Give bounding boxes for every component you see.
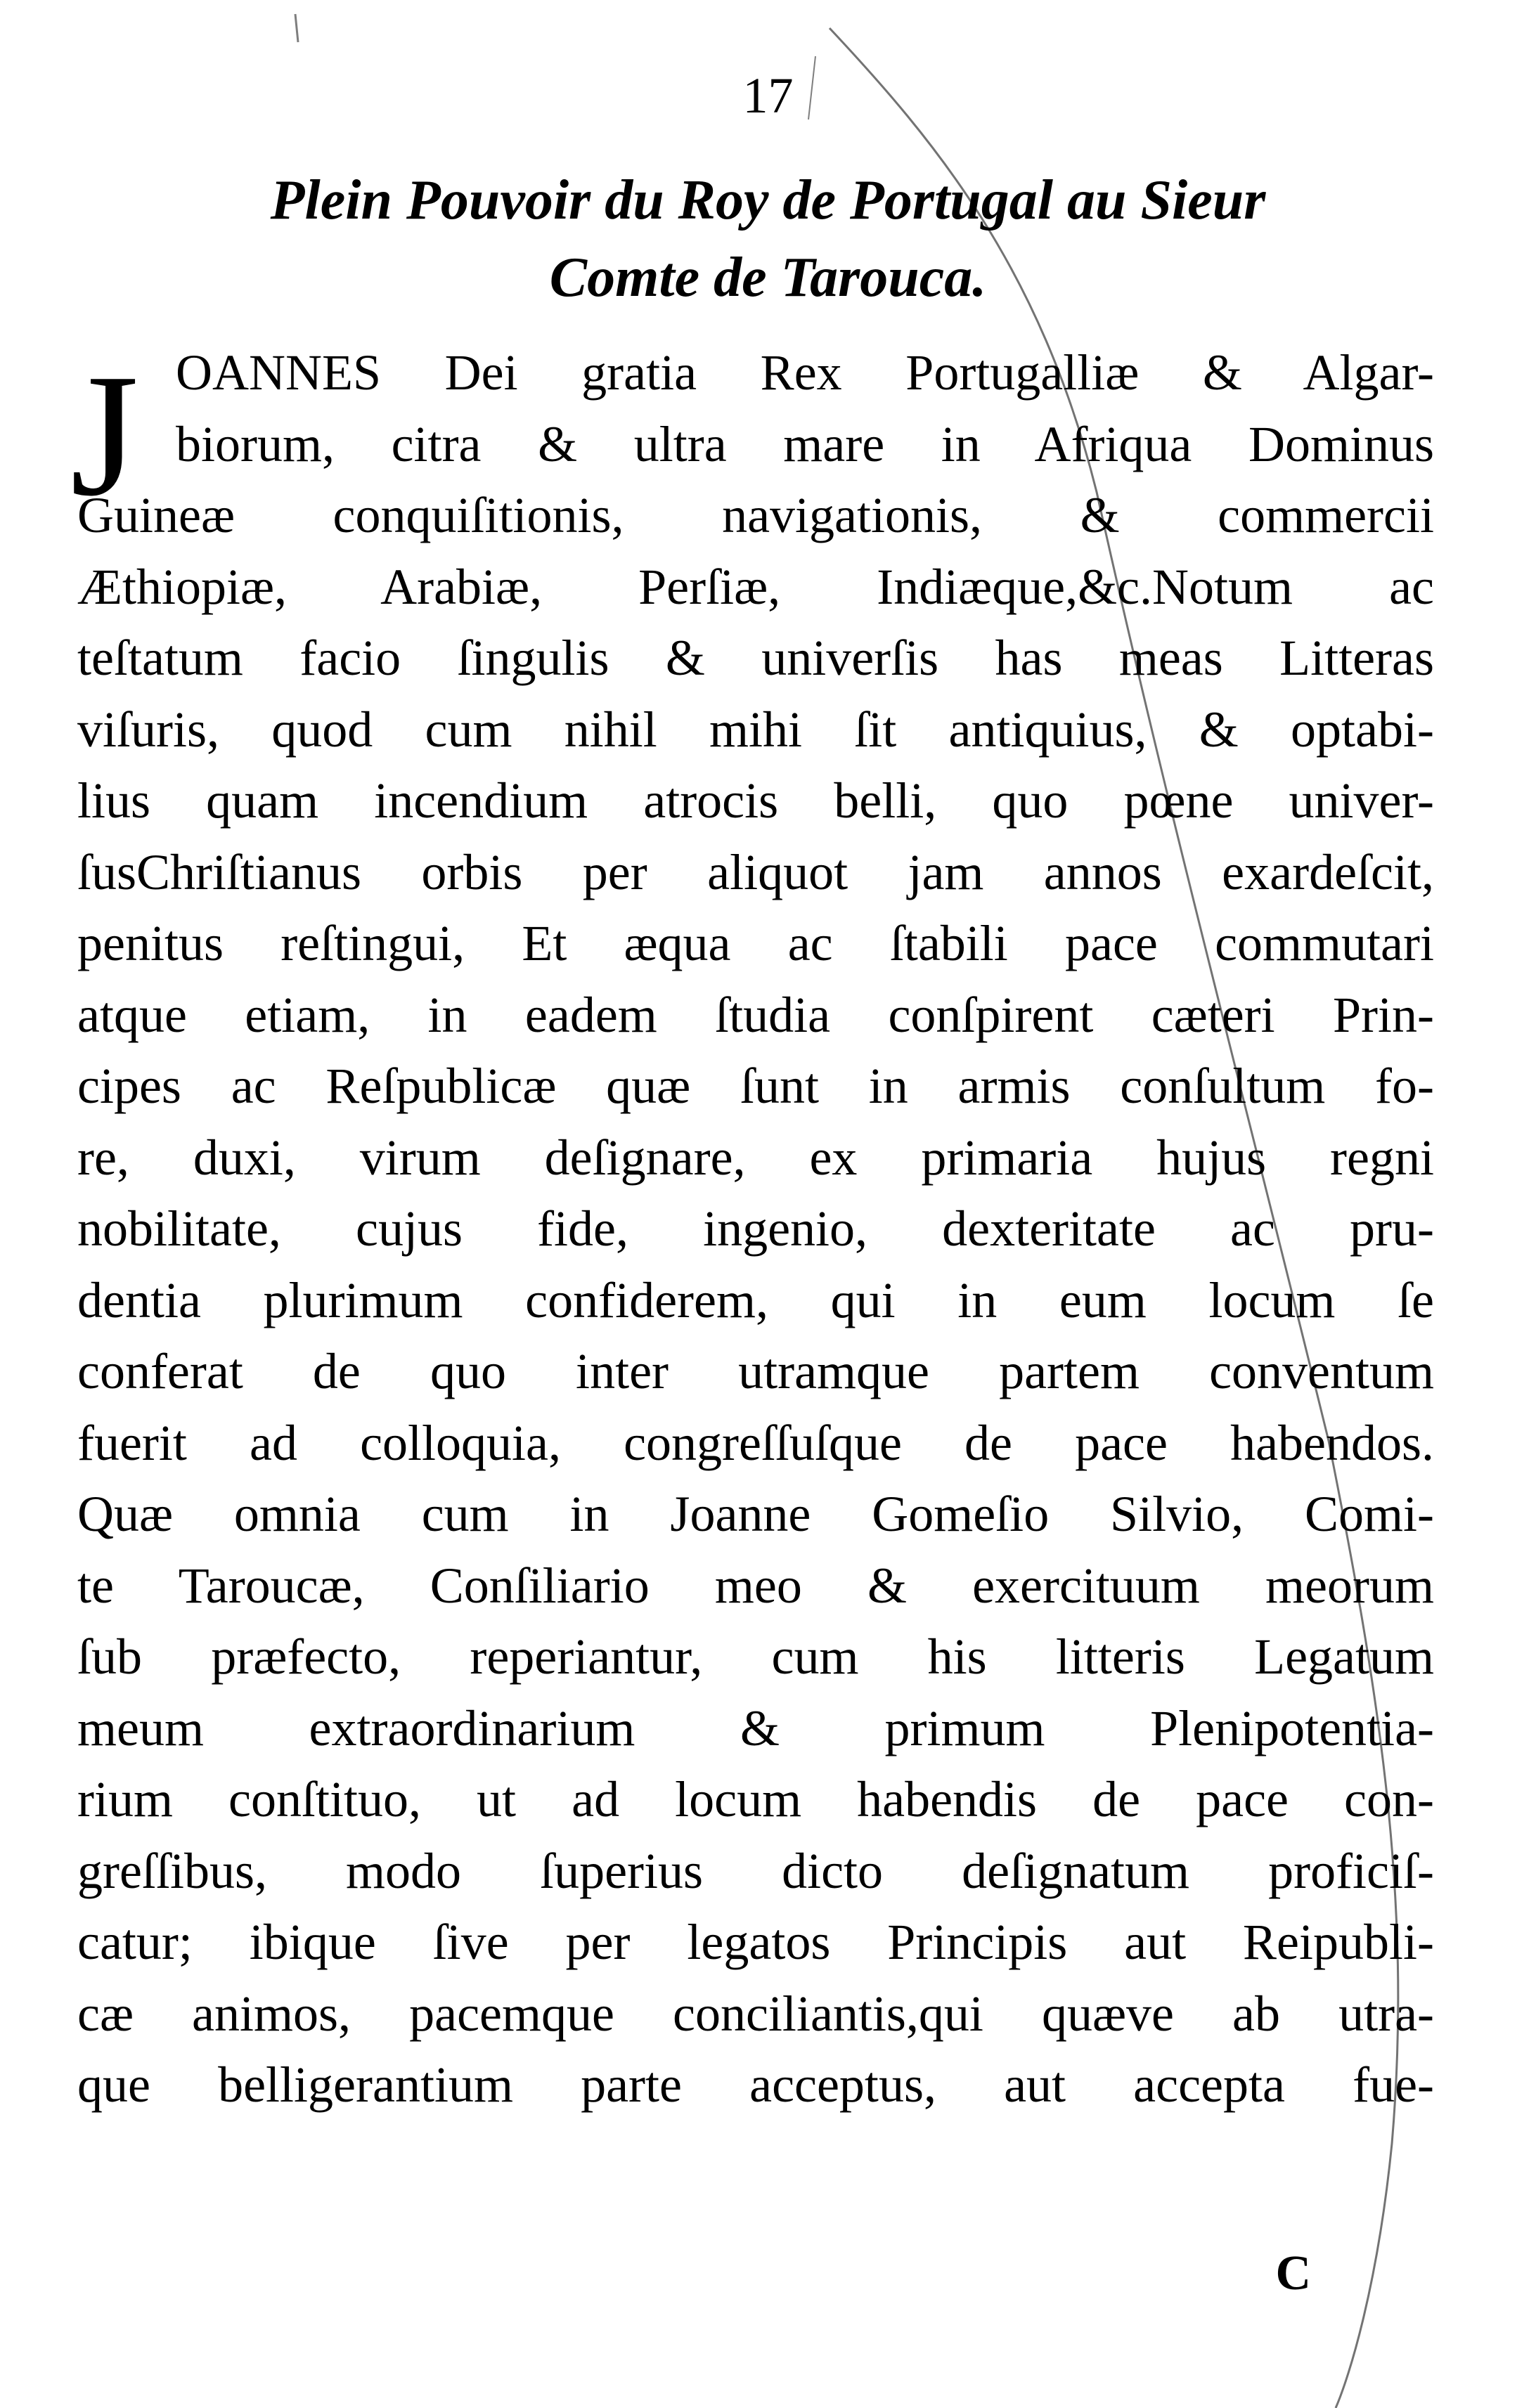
text-line: biorum, citra & ultra mare in Afriqua Dominus <box>176 415 1434 472</box>
text-line: atque etiam, in eadem ſtudia conſpirent cæteri Prin- <box>77 986 1434 1043</box>
text-line: rium conſtituo, ut ad locum habendis de pace con- <box>77 1771 1434 1827</box>
text-line: dentia plurimum confiderem, qui in eum locum ſe <box>77 1271 1434 1328</box>
title-line-2: Comte de Tarouca. <box>549 247 987 309</box>
text-line: catur; ibique ſive per legatos Principis aut Reipubli- <box>77 1914 1434 1970</box>
text-line: nobilitate, cujus fide, ingenio, dexteritate ac pru- <box>77 1200 1434 1257</box>
drop-cap: J <box>70 338 139 533</box>
text-line: cæ animos, pacemque conciliantis,qui quæve ab utra- <box>77 1985 1434 2042</box>
signature-mark: C <box>1275 2246 1311 2300</box>
text-line: Guineæ conquiſitionis, navigationis, & commercii <box>77 487 1434 543</box>
text-line: te Taroucæ, Conſiliario meo & exercituum meorum <box>77 1557 1434 1614</box>
text-line: ſub præfecto, reperiantur, cum his litteris Legatum <box>77 1629 1434 1685</box>
text-line: OANNES Dei gratia Rex Portugalliæ & Algar- <box>176 344 1434 401</box>
text-line: que belligerantium parte acceptus, aut accepta fue- <box>77 2057 1434 2113</box>
document-body <box>77 337 1434 2121</box>
page-number: 17 <box>742 67 794 124</box>
text-line: Quæ omnia cum in Joanne Gomeſio Silvio, Comi- <box>77 1486 1434 1542</box>
text-line: Æthiopiæ, Arabiæ, Perſiæ, Indiæque,&c.Notum ac <box>77 558 1434 615</box>
text-line: re, duxi, virum deſignare, ex primaria hujus regni <box>77 1129 1434 1186</box>
text-line: cipes ac Reſpublicæ quæ ſunt in armis conſultum fo- <box>77 1058 1434 1114</box>
text-line: penitus reſtingui, Et æqua ac ſtabili pace commutari <box>77 915 1434 971</box>
page-title <box>0 162 1536 316</box>
text-line: ſusChriſtianus orbis per aliquot jam annos exardeſcit, <box>77 843 1434 900</box>
text-line: lius quam incendium atrocis belli, quo pœne univer- <box>77 772 1434 829</box>
text-line: meum extraordinarium & primum Plenipotentia- <box>77 1700 1434 1756</box>
text-line: viſuris, quod cum nihil mihi ſit antiquius, & optabi- <box>77 701 1434 758</box>
text-line: conferat de quo inter utramque partem conventum <box>77 1343 1434 1399</box>
title-line-1: Plein Pouvoir du Roy de Portugal au Sieur <box>270 169 1266 231</box>
text-line: teſtatum facio ſingulis & univerſis has meas Litteras <box>77 630 1434 686</box>
text-line: greſſibus, modo ſuperius dicto deſignatum proficiſ- <box>77 1842 1434 1899</box>
text-line: fuerit ad colloquia, congreſſuſque de pace habendos. <box>77 1414 1434 1471</box>
